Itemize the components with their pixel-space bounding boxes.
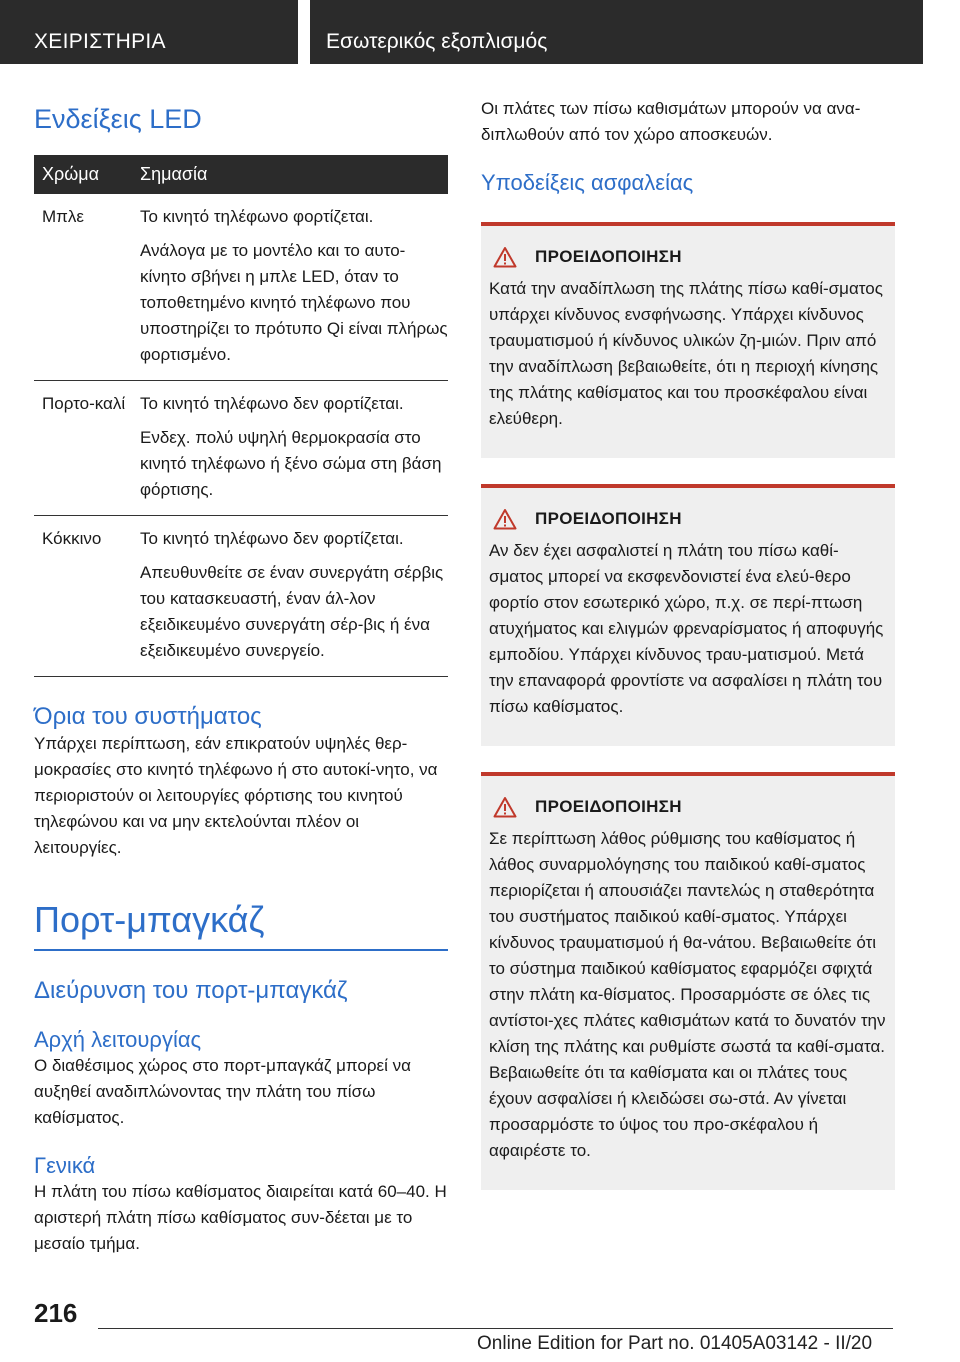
trunk-expand-heading: Διεύρυνση του πορτ-μπαγκάζ bbox=[34, 977, 348, 1004]
warning-text: Σε περίπτωση λάθος ρύθμισης του καθίσματος ή λάθος συναρμολόγησης του παιδικού καθί-σματος περιορίζεται ή απουσιάζει παντελώς η σταθερότητα του συστήματος παιδικού καθί-σματος. Υπάρχει κίνδυνος τραυματισμού ή θα-νάτου. Βεβαιωθείτε ότι το σύστημα παιδικού καθίσματος εφαρμόζει σφιχτά στην πλάτη κα-θίσματος. Προσαρμόστε σε όλες τις αντίστοι-χες πλάτες καθισμάτων κατά το δυνατόν την κλίση της πλάτης και ρυθμίστε σωστά τα καθί-σματα. Βεβαιωθείτε ότι τα καθίσματα και οι πλάτες τους έχουν ασφαλίσει ή κλειδώσει σω-στά. Αν γίνεται προσαρμόστε το ύψος του προ-σκέφαλου ή αφαιρέστε το. bbox=[489, 829, 886, 1160]
general-text: Η πλάτη του πίσω καθίσματος διαιρείται κατά 60–40. Η αριστερή πλάτη πίσω καθίσματος συν-δέεται με το μεσαίο τμήμα. bbox=[34, 1182, 447, 1253]
chapter-tab bbox=[0, 0, 298, 64]
warning-label: ΠΡΟΕΙΔΟΠΟΙΗΣΗ bbox=[535, 509, 682, 528]
edition-text: Online Edition for Part no. 01405A03142 - II/20 bbox=[477, 1333, 873, 1354]
warning-box bbox=[481, 484, 895, 746]
row-meaning: Το κινητό τηλέφωνο φορτίζεται. bbox=[140, 207, 374, 226]
row-detail: Ανάλογα με το μοντέλο και το αυτο-κίνητο σβήνει η μπλε LED, όταν το τοποθετημένο κινητό τηλέφωνο που υποστηρίζει το πρότυπο Qi είναι πλήρως φορτισμένο. bbox=[140, 241, 448, 364]
row-color: Μπλε bbox=[42, 207, 84, 226]
limits-text: Υπάρχει περίπτωση, εάν επικρατούν υψηλές θερ-μοκρασίες στο κινητό τηλέφωνο ή στο αυτοκί-νητο, να περιοριστούν οι λειτουργίες φόρτισης του κινητού τηλεφώνου και να μην εκτελούνται πλέον οι λειτουργίες. bbox=[34, 734, 438, 857]
safety-heading: Υποδείξεις ασφαλείας bbox=[481, 170, 694, 195]
section-title: Εσωτερικός εξοπλισμός bbox=[326, 30, 548, 53]
principle-text: Ο διαθέσιμος χώρος στο πορτ-μπαγκάζ μπορεί να αυξηθεί αναδιπλώνοντας την πλάτη του πίσω καθίσματος. bbox=[34, 1056, 411, 1127]
left-column bbox=[34, 96, 448, 1257]
col-color-header: Χρώμα bbox=[42, 164, 100, 184]
col-meaning-header: Σημασία bbox=[140, 164, 208, 184]
row-color: Πορτο-καλί bbox=[42, 394, 126, 413]
page-number: 216 bbox=[34, 1298, 78, 1328]
section-tab bbox=[310, 0, 923, 64]
warning-triangle-icon bbox=[493, 796, 517, 818]
warning-box bbox=[481, 772, 895, 1190]
table-row bbox=[34, 194, 448, 381]
chapter-title: ΧΕΙΡΙΣΤΗΡΙΑ bbox=[34, 30, 166, 53]
row-meaning: Το κινητό τηλέφωνο δεν φορτίζεται. bbox=[140, 529, 404, 548]
principle-heading: Αρχή λειτουργίας bbox=[34, 1027, 202, 1052]
led-table-header bbox=[34, 155, 448, 194]
warning-text: Αν δεν έχει ασφαλιστεί η πλάτη του πίσω καθί-σματος μπορεί να εκσφενδονιστεί ένα ελεύ-θερο φορτίο στον εσωτερικό χώρο, π.χ. σε περί-πτωση ατυχήματος και ελιγμών φρεναρίσματος ή αποφυγής εμποδίου. Υπάρχει κίνδυνος τραυ-ματισμού. Μετά την επαναφορά φροντίστε να ασφαλίσει η πλάτη του πίσω καθίσματος. bbox=[489, 541, 884, 716]
row-detail: Απευθυνθείτε σε έναν συνεργάτη σέρβις του κατασκευαστή, έναν άλ-λον εξειδικευμένο συνεργάτη σέρ-βις ή ένα εξειδικευμένο συνεργείο. bbox=[140, 563, 444, 660]
warning-triangle-icon bbox=[493, 246, 517, 268]
table-row bbox=[34, 516, 448, 677]
led-heading: Ενδείξεις LED bbox=[34, 104, 202, 134]
table-row bbox=[34, 381, 448, 516]
row-color: Κόκκινο bbox=[42, 529, 102, 548]
intro-text: Οι πλάτες των πίσω καθισμάτων μπορούν να ανα-διπλωθούν από τον χώρο αποσκευών. bbox=[481, 99, 861, 144]
row-detail: Ενδεχ. πολύ υψηλή θερμοκρασία στο κινητό τηλέφωνο ή ξένο σώμα στη βάση φόρτισης. bbox=[140, 428, 442, 499]
warning-triangle-icon bbox=[493, 508, 517, 530]
warning-box bbox=[481, 222, 895, 458]
limits-heading: Όρια του συστήματος bbox=[34, 703, 262, 730]
right-column bbox=[481, 96, 895, 1190]
footer-divider bbox=[98, 1328, 893, 1329]
warning-label: ΠΡΟΕΙΔΟΠΟΙΗΣΗ bbox=[535, 247, 682, 266]
general-heading: Γενικά bbox=[34, 1153, 96, 1178]
warning-label: ΠΡΟΕΙΔΟΠΟΙΗΣΗ bbox=[535, 797, 682, 816]
trunk-heading: Πορτ-μπαγκάζ bbox=[34, 899, 448, 951]
row-meaning: Το κινητό τηλέφωνο δεν φορτίζεται. bbox=[140, 394, 404, 413]
warning-text: Κατά την αναδίπλωση της πλάτης πίσω καθί-σματος υπάρχει κίνδυνος ενσφήνωσης. Υπάρχει κίνδυνος τραυματισμού ή κίνδυνος υλικών ζη-μιών. Πριν από την αναδίπλωση βεβαιωθείτε, ότι η περιοχή κίνησης της πλάτης καθίσματος και του προσκέφαλου είναι ελεύθερη. bbox=[489, 279, 883, 428]
